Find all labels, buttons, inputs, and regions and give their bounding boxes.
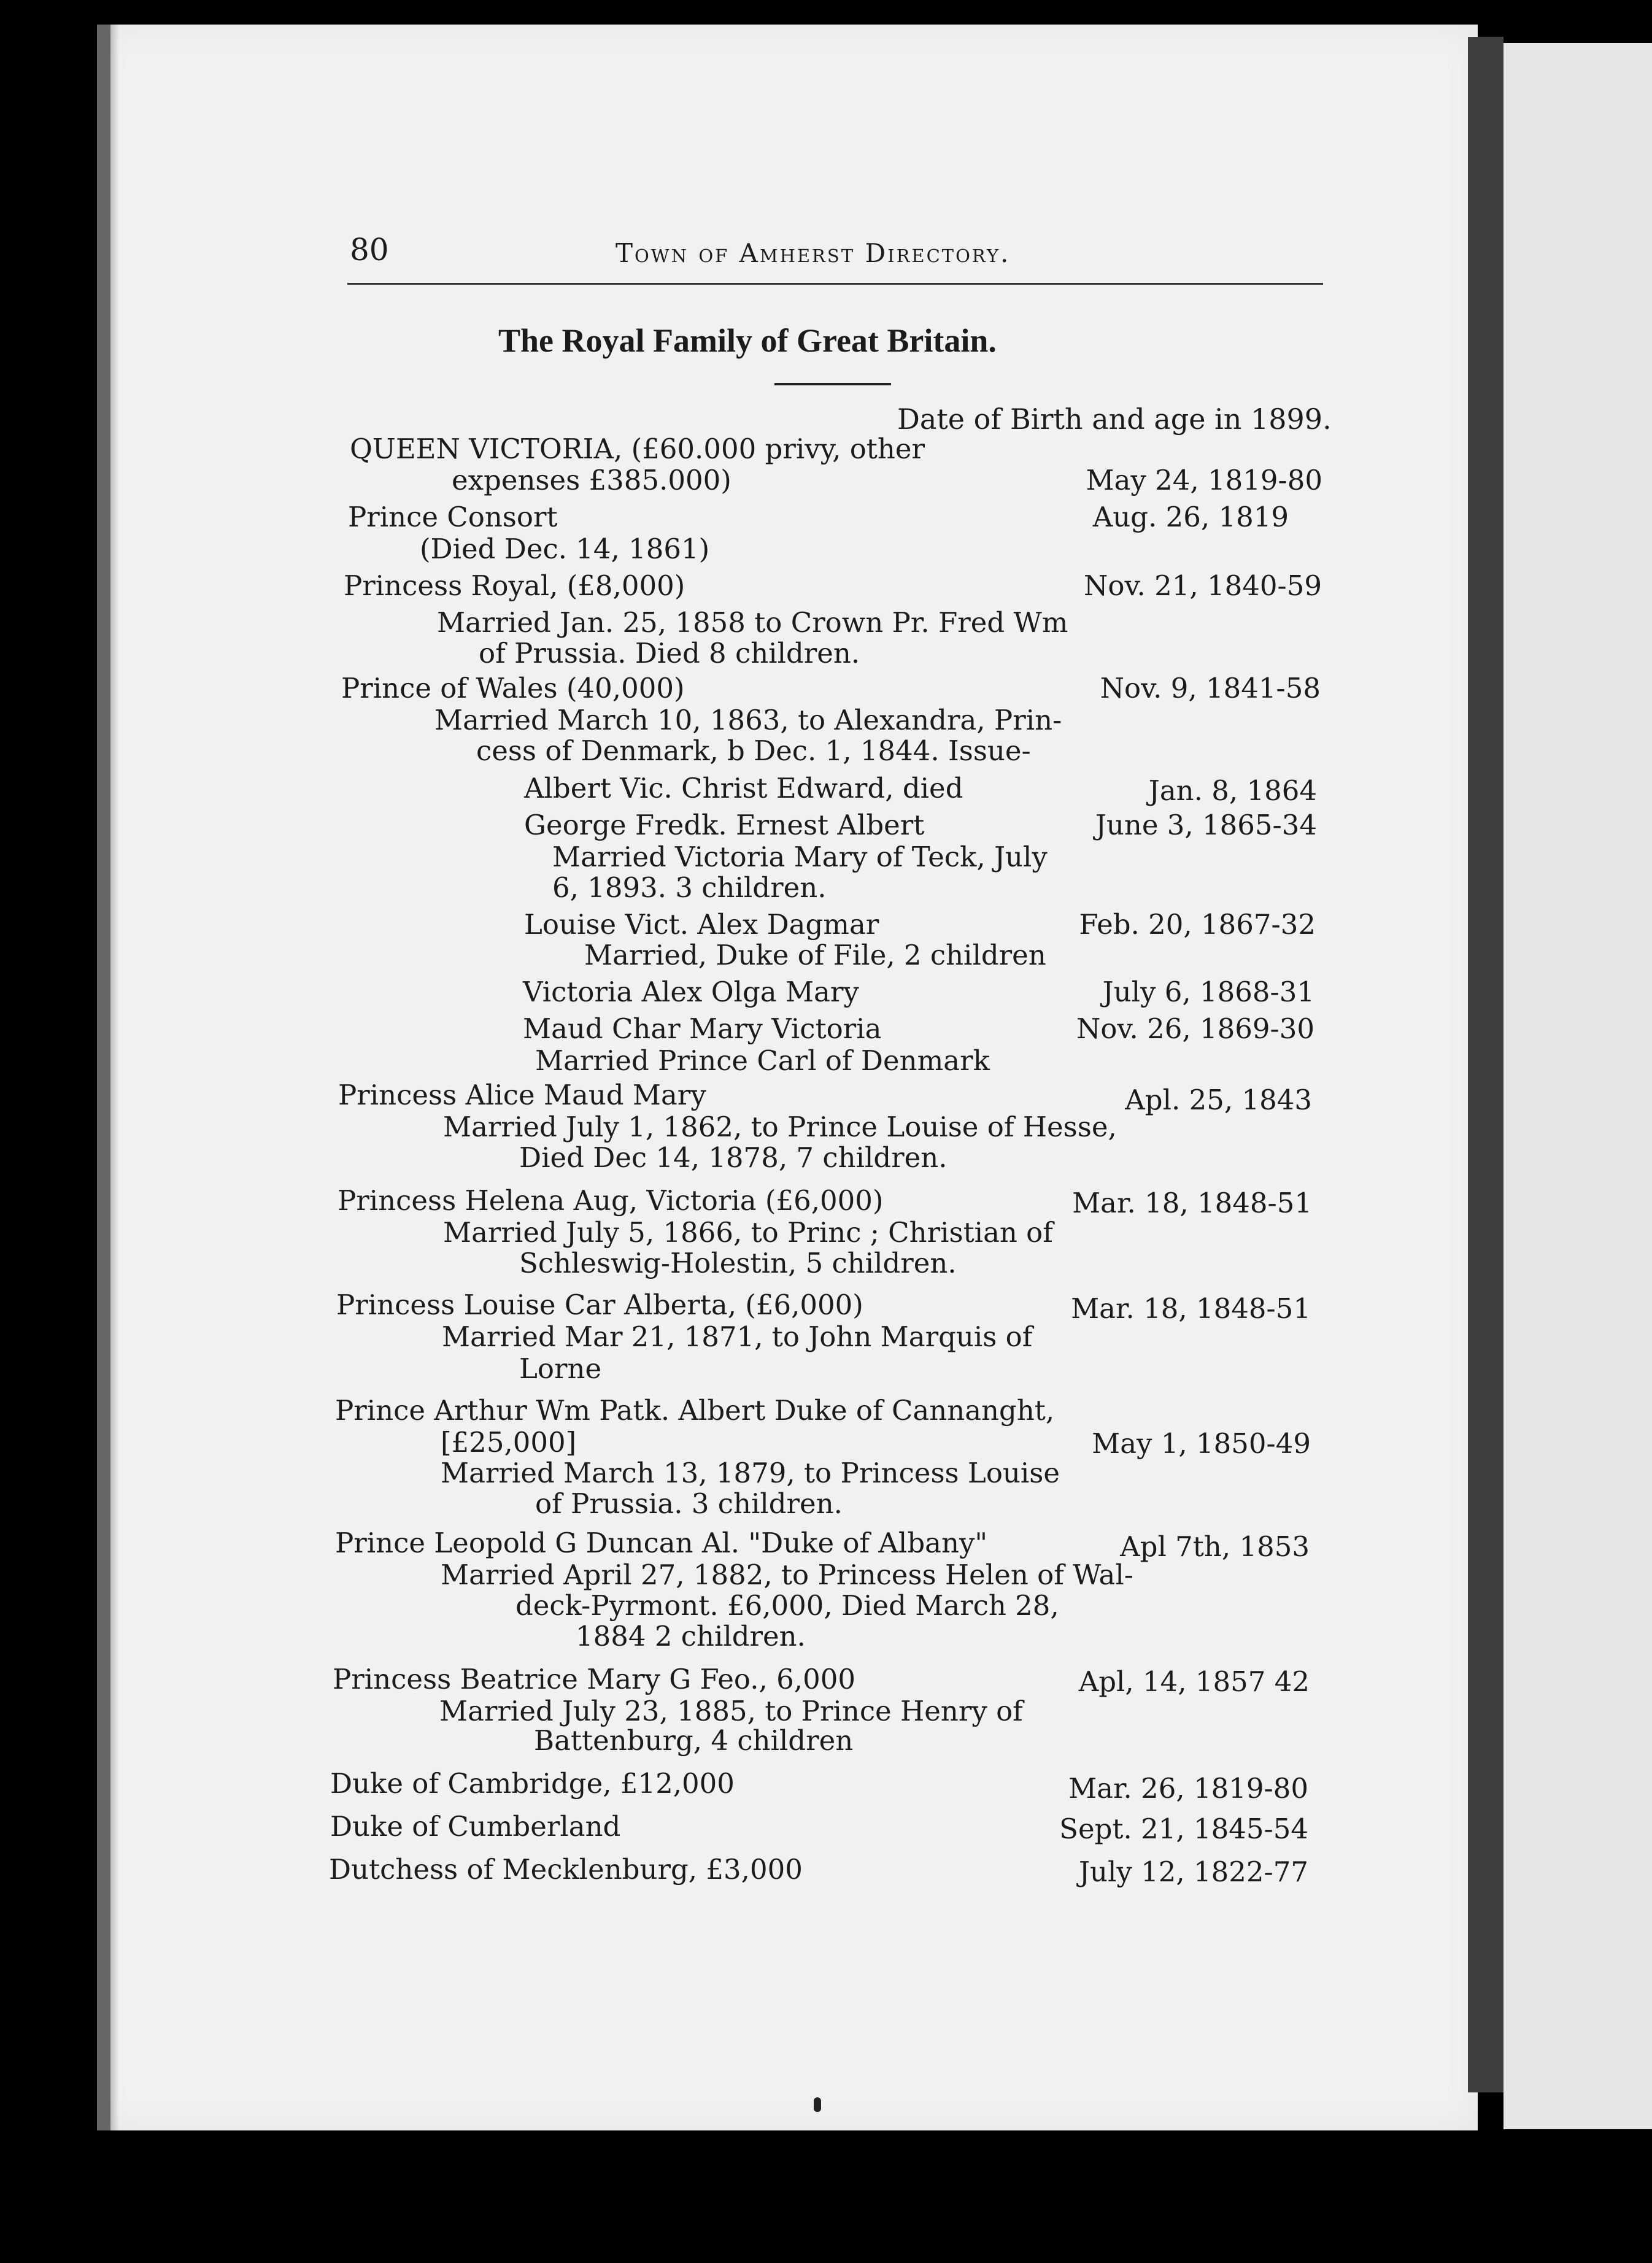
entry-date: Sept. 21, 1845-54: [1059, 1813, 1308, 1845]
entry-detail: Married Prince Carl of Denmark: [535, 1044, 990, 1077]
entry-date: Mar. 18, 1848-51: [1072, 1187, 1312, 1219]
entry-date: Apl, 14, 1857 42: [1078, 1665, 1310, 1698]
adjacent-page-edge: [1503, 43, 1652, 2129]
entry-detail: Lorne: [519, 1352, 602, 1385]
entry-detail: Married Victoria Mary of Teck, July: [552, 841, 1048, 873]
entry-name: Albert Vic. Christ Edward, died: [524, 772, 963, 804]
entry-name: Duke of Cambridge, £12,000: [330, 1767, 735, 1800]
entry-detail: Married Mar 21, 1871, to John Marquis of: [442, 1320, 1033, 1353]
entry-date: May 1, 1850-49: [1092, 1427, 1311, 1460]
entry-date: June 3, 1865-34: [1095, 809, 1317, 841]
entry-name: Prince Leopold G Duncan Al. "Duke of Albany": [335, 1527, 988, 1559]
entry-name: Prince of Wales (40,000): [341, 672, 685, 704]
entry-detail: Married Jan. 25, 1858 to Crown Pr. Fred Wm: [437, 606, 1068, 639]
entry-date: Apl 7th, 1853: [1120, 1530, 1310, 1563]
gutter-shadow: [110, 25, 119, 2130]
entry-name: Princess Helena Aug, Victoria (£6,000): [338, 1184, 884, 1217]
page-title: The Royal Family of Great Britain.: [498, 322, 997, 359]
entry-detail: Married July 1, 1862, to Prince Louise of Hesse,: [443, 1111, 1117, 1143]
entry-detail: deck-Pyrmont. £6,000, Died March 28,: [515, 1589, 1059, 1622]
entry-name: George Fredk. Ernest Albert: [524, 809, 925, 841]
entry-detail: expenses £385.000): [452, 464, 731, 496]
entry-date: Nov. 9, 1841-58: [1100, 672, 1321, 704]
entry-name: Victoria Alex Olga Mary: [523, 976, 859, 1008]
entry-name: Prince Consort: [348, 501, 558, 533]
entry-detail: Married March 10, 1863, to Alexandra, Prin-: [434, 704, 1062, 736]
page-gutter: [97, 25, 110, 2130]
entry-detail: Married, Duke of File, 2 children: [584, 939, 1046, 971]
entry-date: July 6, 1868-31: [1102, 976, 1314, 1008]
running-head: Town of Amherst Directory.: [616, 238, 1011, 268]
entry-name: QUEEN VICTORIA, (£60.000 privy, other: [350, 433, 925, 465]
entry-name: Princess Louise Car Alberta, (£6,000): [336, 1289, 863, 1321]
entry-name: Prince Arthur Wm Patk. Albert Duke of Cannanght,: [335, 1394, 1055, 1427]
page-number: 80: [350, 232, 389, 268]
entry-detail: 6, 1893. 3 children.: [552, 871, 827, 904]
entry-detail: Married April 27, 1882, to Princess Helen of Wal-: [441, 1559, 1133, 1591]
column-header: Date of Birth and age in 1899.: [897, 403, 1332, 436]
entry-detail: 1884 2 children.: [576, 1620, 806, 1652]
entry-name: Princess Beatrice Mary G Feo., 6,000: [333, 1663, 855, 1695]
entry-date: Aug. 26, 1819: [1092, 501, 1289, 533]
entry-detail: Married July 5, 1866, to Princ ; Christian of: [443, 1216, 1053, 1249]
entry-name: Maud Char Mary Victoria: [523, 1012, 882, 1045]
entry-name: Duke of Cumberland: [330, 1810, 621, 1843]
entry-name: Princess Royal, (£8,000): [344, 569, 685, 602]
entry-detail: Married March 13, 1879, to Princess Louise: [441, 1457, 1060, 1489]
entry-date: Nov. 26, 1869-30: [1076, 1012, 1314, 1045]
entry-detail: Married July 23, 1885, to Prince Henry of: [439, 1695, 1023, 1727]
entry-name: Princess Alice Maud Mary: [338, 1079, 706, 1111]
entry-date: Jan. 8, 1864: [1148, 774, 1317, 807]
entry-detail: (Died Dec. 14, 1861): [420, 533, 710, 565]
entry-date: Mar. 26, 1819-80: [1068, 1772, 1308, 1805]
title-rule: [774, 383, 891, 385]
entry-detail: of Prussia. 3 children.: [535, 1487, 843, 1520]
entry-detail: [£25,000]: [441, 1426, 577, 1459]
entry-detail: Battenburg, 4 children: [534, 1724, 854, 1757]
entry-date: Mar. 18, 1848-51: [1071, 1292, 1311, 1325]
entry-detail: cess of Denmark, b Dec. 1, 1844. Issue-: [476, 734, 1031, 767]
entry-detail: of Prussia. Died 8 children.: [479, 637, 860, 669]
binding-shadow: [1468, 37, 1503, 2092]
entry-detail: Died Dec 14, 1878, 7 children.: [519, 1141, 948, 1174]
entry-date: Nov. 21, 1840-59: [1083, 569, 1322, 602]
entry-name: Dutchess of Mecklenburg, £3,000: [329, 1853, 803, 1886]
entry-detail: Schleswig-Holestin, 5 children.: [519, 1247, 957, 1279]
entry-date: July 12, 1822-77: [1079, 1856, 1308, 1888]
entry-date: May 24, 1819-80: [1086, 464, 1322, 496]
entry-name: Louise Vict. Alex Dagmar: [524, 908, 879, 941]
header-rule: [347, 283, 1323, 285]
entry-date: Feb. 20, 1867-32: [1079, 908, 1316, 941]
binding-mark: [814, 2097, 821, 2112]
entry-date: Apl. 25, 1843: [1125, 1084, 1312, 1116]
